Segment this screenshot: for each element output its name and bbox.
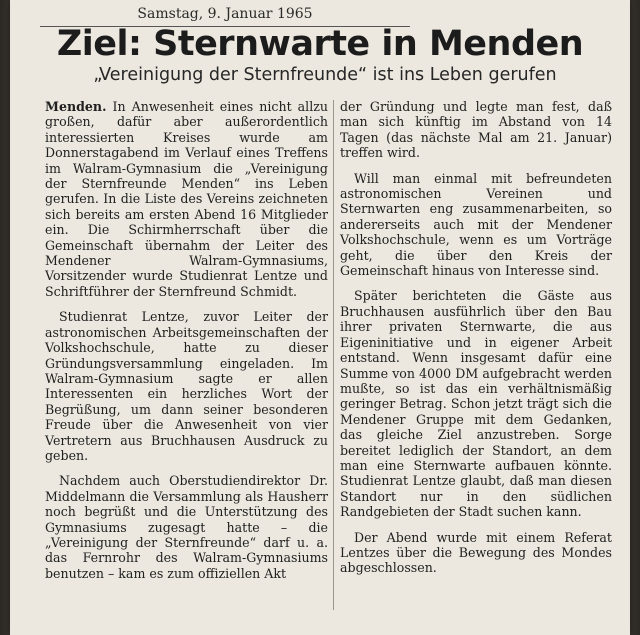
dateline: Menden. [45, 99, 107, 114]
paragraph [45, 99, 328, 299]
publication-date: Samstag, 9. Januar 1965 [40, 6, 410, 27]
paragraph: Studienrat Lentze, zuvor Leiter der astronomischen Arbeitsgemeinschaften der Volkshochschule, hatte zu dieser Gründungsversammlung eingeladen. Im Walram-Gymnasium sagte er allen Interessenten ein herzliches Wort der Begrüßung, um dann seiner besonderen Freude über die Anwesenheit von vier Vertretern aus Bruchhausen Ausdruck zu geben. [45, 309, 328, 463]
paragraph: der Gründung und legte man fest, daß man sich künftig im Abstand von 14 Tagen (das nächste Mal am 21. Januar) treffen wird. [340, 99, 612, 161]
subheadline: „Vereinigung der Sternfreunde“ ist ins Leben gerufen [93, 65, 557, 85]
paragraph-text: In Anwesenheit eines nicht allzu großen, dafür aber außerordentlich interessierten Kreises wurde am Donnerstagabend im Verlauf eines Treffens im Walram-Gymnasium die „Vereinigung der Sternfreunde Menden“ ins Leben gerufen. In die Liste des Vereins zeichneten sich bereits am ersten Abend 16 Mitglieder ein. Die Schirmherrschaft über die Gemeinschaft übernahm der Leiter des Mendener Walram-Gymnasiums, Vorsitzender wurde Studienrat Lentze und Schriftführer der Sternfreund Schmidt. [45, 99, 328, 299]
headline: Ziel: Sternwarte in Menden [56, 24, 584, 64]
article-column-left [45, 99, 328, 591]
paragraph: Nachdem auch Oberstudiendirektor Dr. Middelmann die Versammlung als Hausherr noch begrüßt und die Unterstützung des Gymnasiums zugesagt hatte – die „Vereinigung der Sternfreunde“ darf u. a. das Fernrohr des Walram-Gymnasiums benutzen – kam es zum offiziellen Akt [45, 473, 328, 581]
article-column-right [340, 99, 612, 586]
column-divider [333, 100, 334, 610]
paragraph: Der Abend wurde mit einem Referat Lentzes über die Bewegung des Mondes abgeschlossen. [340, 529, 612, 576]
paragraph: Später berichteten die Gäste aus Bruchhausen ausführlich über den Bau ihrer privaten Sternwarte, die aus Eigeninitiative und in eigener Arbeit entstand. Wenn insgesamt dafür eine Summe von 4000 DM aufgebracht werden mußte, so ist das ein verhältnismäßig geringer Betrag. Schon jetzt trägt sich die Mendener Gruppe mit dem Gedanken, das gleiche Ziel anzustreben. Sorge bereitet lediglich der Standort, an dem man eine Sternwarte aufbauen könnte. Studienrat Lentze glaubt, daß man diesen Standort nur in den südlichen Randgebieten der Stadt suchen kann. [340, 288, 612, 520]
paragraph: Will man einmal mit befreundeten astronomischen Vereinen und Sternwarten eng zusammenarbeiten, so andererseits auch mit der Mendener Volkshochschule, wenn es um Vorträge geht, die über den Kreis der Gemeinschaft hinaus von Interesse sind. [340, 170, 612, 279]
